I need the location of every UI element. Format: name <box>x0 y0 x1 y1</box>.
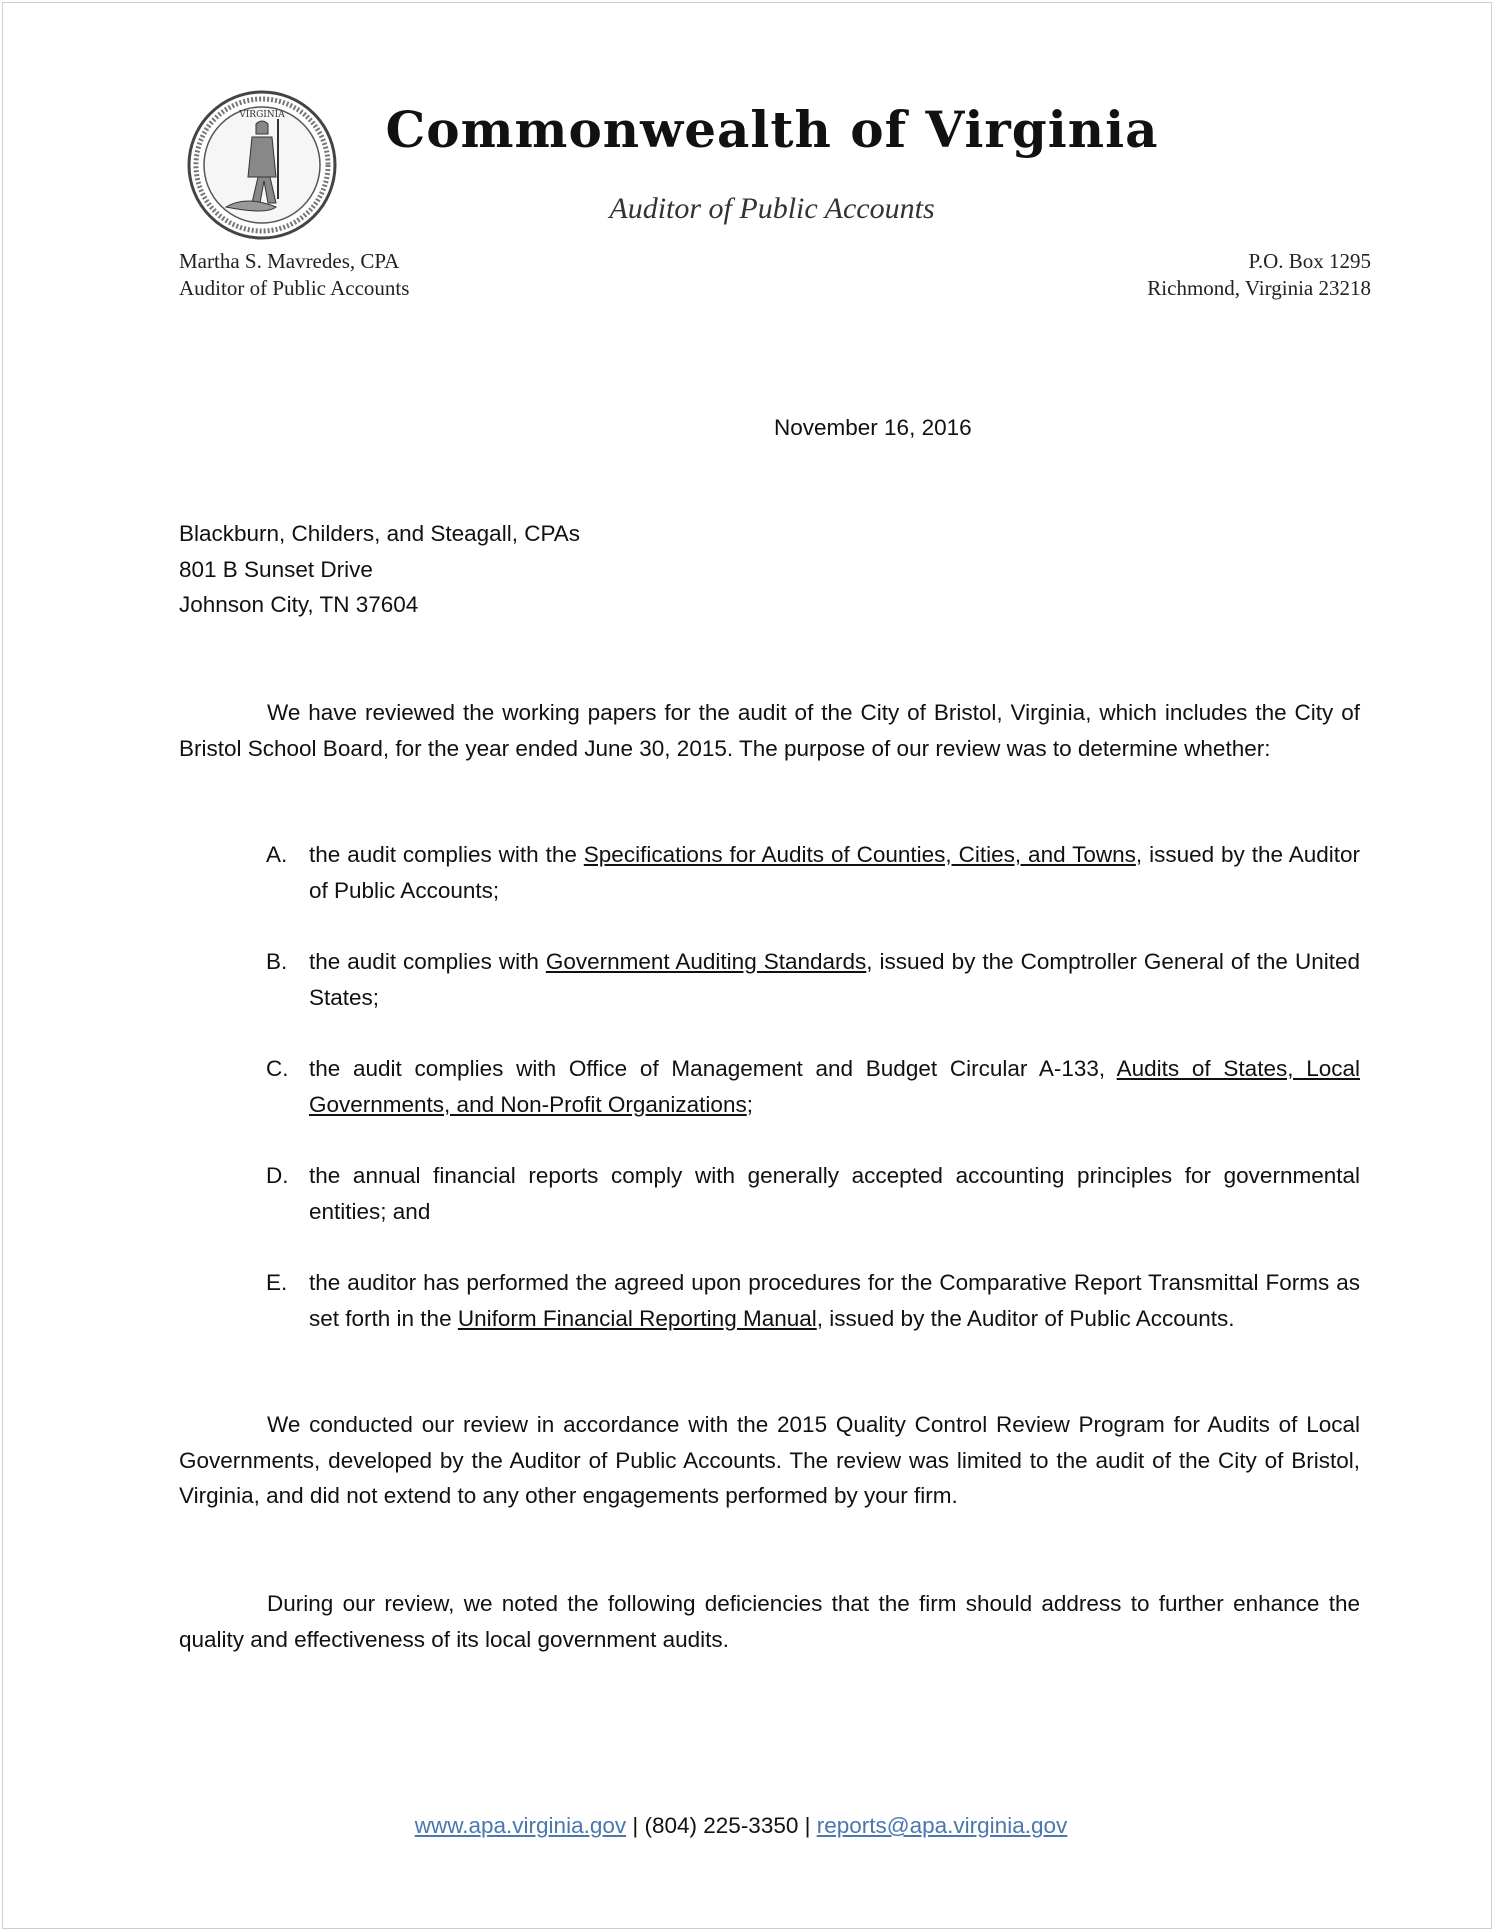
separator: | <box>804 1813 811 1838</box>
item-reference: Uniform Financial Reporting Manual <box>457 1305 817 1331</box>
item-text: , issued by the Auditor of Public Accounts. <box>816 1305 1235 1331</box>
email-link[interactable]: reports@apa.virginia.gov <box>816 1813 1068 1838</box>
svg-text:VIRGINIA: VIRGINIA <box>239 110 285 120</box>
paragraph-text: During our review, we noted the following deficiencies that the firm should address to further enhance the quality and effectiveness of its local government audits. <box>179 1591 1360 1652</box>
sender-title: Auditor of Public Accounts <box>179 276 410 300</box>
item-label: A. <box>266 842 288 867</box>
item-label: B. <box>266 949 288 974</box>
item-text: ; <box>746 1091 753 1117</box>
item-text: the audit complies with Office of Management and Budget Circular A-133, <box>309 1056 1117 1081</box>
paragraph-intro <box>179 695 1360 766</box>
letterhead-title: Commonwealth of Virginia <box>385 100 1159 159</box>
paragraph-text: We have reviewed the working papers for the audit of the City of Bristol, Virginia, which includes the City of Bristol School Board, for the year ended June 30, 2015. The purpose of our review was to determine whether: <box>179 700 1360 761</box>
list-item-a <box>266 837 1360 908</box>
paragraph-deficiencies <box>179 1586 1360 1657</box>
list-item-d <box>266 1158 1360 1229</box>
item-text: , issued by the Auditor of Public Accounts; <box>309 842 1360 903</box>
item-text: the auditor has performed the agreed upon procedures for the Comparative Report Transmittal Forms as set forth in the <box>309 1270 1360 1331</box>
item-label: D. <box>266 1163 289 1188</box>
recipient-line: Johnson City, TN 37604 <box>179 592 419 618</box>
list-item-c <box>266 1051 1360 1122</box>
list-item-e <box>266 1265 1360 1336</box>
po-box: P.O. Box 1295 <box>1248 249 1371 273</box>
website-link[interactable]: www.apa.virginia.gov <box>414 1813 627 1838</box>
recipient-line: Blackburn, Childers, and Steagall, CPAs <box>179 521 581 546</box>
letter-date: November 16, 2016 <box>774 415 972 440</box>
list-item-b <box>266 944 1360 1015</box>
paragraph-scope <box>179 1407 1360 1514</box>
recipient-line: 801 B Sunset Drive <box>179 556 373 582</box>
office-address <box>1147 248 1371 302</box>
recipient-address <box>179 516 580 623</box>
item-text: the annual financial reports comply with generally accepted accounting principles for governmental entities; and <box>309 1163 1360 1224</box>
item-text: the audit complies with <box>309 949 546 974</box>
letterhead-subtitle: Auditor of Public Accounts <box>609 192 935 225</box>
item-reference: Specifications for Audits of Counties, Cities, and Towns <box>583 842 1136 867</box>
separator: | <box>632 1813 639 1838</box>
paragraph-text: We conducted our review in accordance with the 2015 Quality Control Review Program for Audits of Local Governments, developed by the Auditor of Public Accounts. The review was limited to the audit of the City of Bristol, Virginia, and did not extend to any other engagements performed by your firm. <box>179 1412 1360 1509</box>
sender-name: Martha S. Mavredes, CPA <box>179 249 400 273</box>
sender-block <box>179 248 409 302</box>
item-label: C. <box>266 1056 289 1081</box>
item-label: E. <box>266 1270 288 1295</box>
item-text: , issued by the Comptroller General of the United States; <box>309 949 1360 1010</box>
item-text: the audit complies with the <box>309 842 584 867</box>
item-reference: Audits of States, Local Governments, and Non-Profit Organizations <box>309 1056 1360 1117</box>
phone-number: (804) 225-3350 <box>644 1813 799 1838</box>
office-city: Richmond, Virginia 23218 <box>1147 276 1371 300</box>
footer-contact <box>0 1808 1494 1844</box>
item-reference: Government Auditing Standards <box>545 949 867 974</box>
